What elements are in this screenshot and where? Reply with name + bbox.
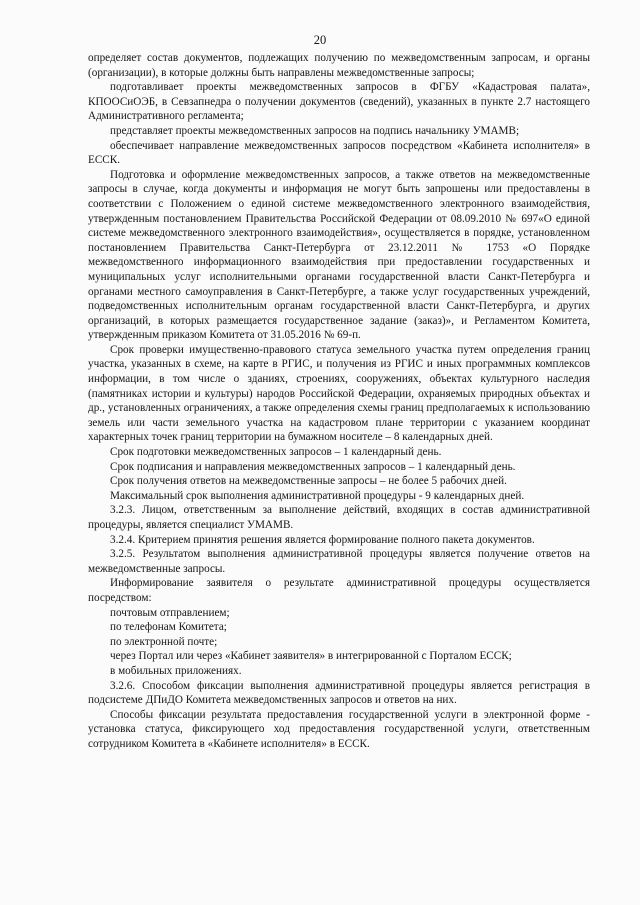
paragraph: Срок подготовки межведомственных запросов – 1 календарный день. — [110, 446, 442, 459]
list-item: почтовым отправлением; — [110, 606, 230, 619]
list-item: через Портал или через «Кабинет заявителя» в интегрированной с Порталом ЕССК; — [110, 650, 512, 663]
paragraph: 3.2.3. Лицом, ответственным за выполнение действий, входящих в состав административной процедуры, является специалист УМАМВ. — [88, 504, 590, 531]
paragraph: 3.2.5. Результатом выполнения административной процедуры является получение ответов на межведомственные запросы. — [88, 548, 590, 575]
paragraph: представляет проекты межведомственных запросов на подпись начальнику УМАМВ; — [110, 124, 520, 137]
list-item: в мобильных приложениях. — [110, 664, 242, 677]
list-item: по телефонам Комитета; — [110, 621, 227, 634]
list-item: по электронной почте; — [110, 635, 218, 648]
page-body — [88, 51, 590, 752]
paragraph: 3.2.6. Способом фиксации выполнения административной процедуры является регистрация в подсистеме ДПиДО Комитета межведомственных запросов и ответов на них. — [88, 679, 590, 707]
paragraph: Информирование заявителя о результате административной процедуры осуществляется посредством: — [88, 577, 590, 604]
paragraph: Способы фиксации результата предоставления государственной услуги в электронной форме - установка статуса, фиксирующего ход предоставления государственной услуги, ответственным сотрудником Комитета в «Кабинете исполнителя» в ЕССК. — [88, 708, 590, 750]
page-number: 20 — [313, 33, 327, 47]
paragraph: Срок подписания и направления межведомственных запросов – 1 календарный день. — [110, 460, 516, 473]
paragraph: 3.2.4. Критерием принятия решения является формирование полного пакета документов. — [110, 533, 535, 546]
paragraph: Срок проверки имущественно-правового статуса земельного участка путем определения границ участка, указанных в схеме, на карте в РГИС, и получения из РГИС и иных программных комплексов информации, в том числе о зданиях, строениях, сооружениях, объектах культурного наследия (памятниках истории и культуры) народов Российской Федерации, охраняемых природных объектах и др., установленных ограничениях, а также определения схемы границ предполагаемых к использованию земель или части земельного участка на кадастровом плане территории с указанием координат характерных точек границ территории на бумажном носителе – 8 календарных дней. — [88, 343, 590, 444]
paragraph: определяет состав документов, подлежащих получению по межведомственным запросам, и органы (организации), в которые должны быть направлены межведомственные запросы; — [88, 52, 590, 79]
paragraph: подготавливает проекты межведомственных запросов в ФГБУ «Кадастровая палата», КПООСиОЭБ, в Севзапнедра о получении документов (сведений), указанных в пункте 2.7 настоящего Административного регламента; — [88, 81, 590, 123]
paragraph: Срок получения ответов на межведомственные запросы – не более 5 рабочих дней. — [110, 475, 507, 488]
paragraph: Максимальный срок выполнения административной процедуры - 9 календарных дней. — [110, 489, 525, 502]
paragraph: Подготовка и оформление межведомственных запросов, а также ответов на межведомственные запросы в случае, когда документы и информация не могут быть запрошены или предоставлены в соответствии с Положением о единой системе межведомственного электронного взаимодействия, утвержденным постановлением Правительства Российской Федерации от 08.09.2010 № 697«О единой системе межведомственного электронного взаимодействия», осуществляется в порядке, установленном постановлением Правительства Санкт-Петербурга от 23.12.2011 № 1753 «О Порядке межведомственного информационного взаимодействия при предоставлении государственных и муниципальных услуг исполнительными органами государственной власти Санкт-Петербурга и органами местного самоуправления в Санкт-Петербурге, а также услуг государственных учреждений, подведомственных исполнительным органам государственной власти Санкт-Петербурга, и других организаций, в которых размещается государственное задание (заказ)», и Регламентом Комитета, утвержденным приказом Комитета от 31.05.2016 № 69-п. — [88, 168, 590, 342]
paragraph: обеспечивает направление межведомственных запросов посредством «Кабинета исполнителя» в ЕССК. — [88, 139, 590, 167]
